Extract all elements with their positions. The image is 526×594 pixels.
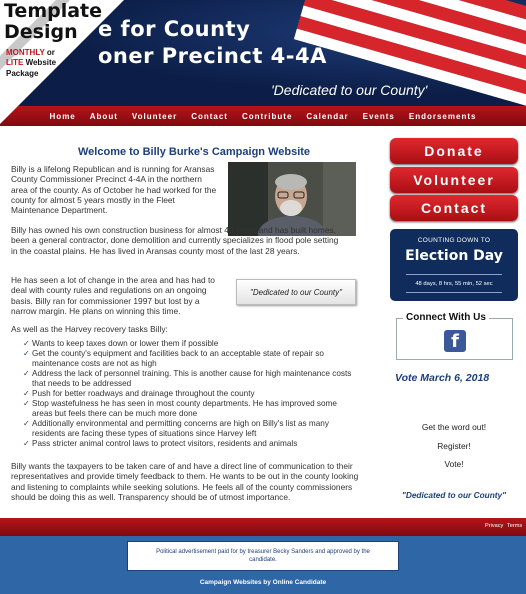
list-item bbox=[23, 439, 353, 449]
list-item-text: Stop wastefulness he has seen in most county departments. He has improved some areas but feels there can be much more done bbox=[32, 399, 337, 418]
sidebar-quote: "Dedicated to our County" bbox=[401, 490, 507, 500]
check-icon: ✓ bbox=[23, 389, 30, 398]
connect-box bbox=[396, 312, 513, 360]
intro-paragraph: Billy is a lifelong Republican and is running for Aransas County Commissioner Precinct 4-4A in the northern area of the county. As of October he had worked for the county for almost 5 years mostly in the Fleet Maintenance Department. bbox=[11, 164, 217, 216]
history-paragraph: He has seen a lot of change in the area and has had to deal with county rules and regulations on an ongoing basis. Billy ran for commissioner 1997 but lost by a narrow margin. He plans on winning this time. bbox=[11, 275, 215, 316]
countdown-divider-top bbox=[406, 274, 502, 275]
privacy-link[interactable]: Privacy bbox=[485, 523, 504, 529]
corner-website: Website bbox=[25, 58, 57, 67]
priorities-list bbox=[23, 339, 353, 449]
main-content bbox=[0, 126, 526, 518]
list-item-text: Pass stricter animal control laws to protect visitors, residents and animals bbox=[32, 439, 298, 448]
business-paragraph: Billy has owned his own construction business for almost 40 years and has built homes, been a general contractor, done demolition and currently specializes in flood pole setting in the coastal plains. He has lived in Aransas county most of the last 28 years. bbox=[11, 225, 339, 256]
countdown-time: 48 days, 8 hrs, 55 min, 52 sec bbox=[415, 281, 493, 287]
corner-package: Package bbox=[6, 69, 39, 78]
terms-link[interactable]: Terms bbox=[507, 523, 523, 529]
corner-subtitle-line1 bbox=[6, 48, 55, 58]
vote-text: Vote! bbox=[444, 459, 464, 469]
quote-box: "Dedicated to our County" bbox=[236, 279, 356, 305]
nav-contact[interactable]: Contact bbox=[191, 111, 228, 121]
header-tagline: 'Dedicated to our County' bbox=[271, 82, 428, 98]
volunteer-button[interactable]: Volunteer bbox=[390, 167, 518, 193]
corner-lite: LITE bbox=[6, 58, 24, 67]
check-icon: ✓ bbox=[23, 349, 30, 358]
donate-button[interactable]: Donate bbox=[390, 138, 518, 164]
list-item bbox=[23, 369, 353, 389]
footer-bar bbox=[0, 518, 526, 536]
election-countdown bbox=[390, 229, 518, 301]
nav-endorsements[interactable]: Endorsements bbox=[408, 111, 477, 121]
facebook-icon[interactable]: f bbox=[444, 330, 466, 352]
list-item-text: Wants to keep taxes down or lower them if possible bbox=[32, 339, 219, 348]
corner-or: or bbox=[46, 48, 55, 57]
template-design-corner[interactable] bbox=[0, 0, 124, 124]
vote-date: Vote March 6, 2018 bbox=[395, 372, 490, 384]
list-item bbox=[23, 419, 353, 439]
list-item bbox=[23, 389, 353, 399]
countdown-divider-bottom bbox=[406, 292, 502, 293]
corner-title-line1: Template bbox=[4, 0, 103, 22]
political-disclaimer: Political advertisement paid for by treasurer Becky Sanders and approved by the candidate. bbox=[127, 541, 399, 571]
list-item-text: Get the county's equipment and facilities back to an acceptable state of repair so maintenance costs are not as high bbox=[32, 349, 324, 368]
page-title: Welcome to Billy Burke's Campaign Website bbox=[78, 146, 311, 158]
list-item-text: Push for better roadways and drainage throughout the county bbox=[32, 389, 255, 398]
list-item bbox=[23, 339, 353, 349]
check-icon: ✓ bbox=[23, 339, 30, 348]
list-item bbox=[23, 349, 353, 369]
contact-button[interactable]: Contact bbox=[390, 195, 518, 221]
nav-home[interactable]: Home bbox=[49, 111, 76, 121]
powered-by-link[interactable]: Campaign Websites by Online Candidate bbox=[199, 579, 327, 586]
header-title-line1: e for County bbox=[98, 17, 251, 41]
corner-monthly: MONTHLY bbox=[6, 48, 45, 57]
nav-about[interactable]: About bbox=[89, 111, 118, 121]
tasks-intro: As well as the Harvey recovery tasks Billy: bbox=[11, 324, 168, 334]
list-item-text: Additionally environmental and permitting concerns are high on Billy's list as many residents are facing these types of situations since Harvey left bbox=[32, 419, 329, 438]
check-icon: ✓ bbox=[23, 439, 30, 448]
list-item bbox=[23, 399, 353, 419]
nav-calendar[interactable]: Calendar bbox=[306, 111, 349, 121]
countdown-label: COUNTING DOWN TO bbox=[417, 237, 491, 244]
register-text: Register! bbox=[437, 441, 471, 451]
nav-events[interactable]: Events bbox=[362, 111, 395, 121]
check-icon: ✓ bbox=[23, 399, 30, 408]
corner-title-line2: Design bbox=[4, 21, 78, 43]
header-title-line2: oner Precinct 4-4A bbox=[98, 44, 327, 68]
get-word-out-text: Get the word out! bbox=[421, 422, 487, 432]
nav-volunteer[interactable]: Volunteer bbox=[131, 111, 178, 121]
nav-contribute[interactable]: Contribute bbox=[241, 111, 293, 121]
closing-paragraph: Billy wants the taxpayers to be taken care of and have a direct line of communication to their representatives and provide timely feedback to them. He wants to be out in the county looking and listening to complaints while seeking solutions. He feels all of the county commissioners should be doing this as well. Transparency should be of utmost importance. bbox=[11, 461, 359, 502]
connect-title: Connect With Us bbox=[403, 312, 489, 323]
check-icon: ✓ bbox=[23, 369, 30, 378]
check-icon: ✓ bbox=[23, 419, 30, 428]
list-item-text: Address the lack of personnel training. This is another cause for high maintenance costs that needs to be addressed bbox=[32, 369, 352, 388]
countdown-title: Election Day bbox=[405, 248, 503, 264]
corner-subtitle-line2 bbox=[6, 58, 56, 68]
